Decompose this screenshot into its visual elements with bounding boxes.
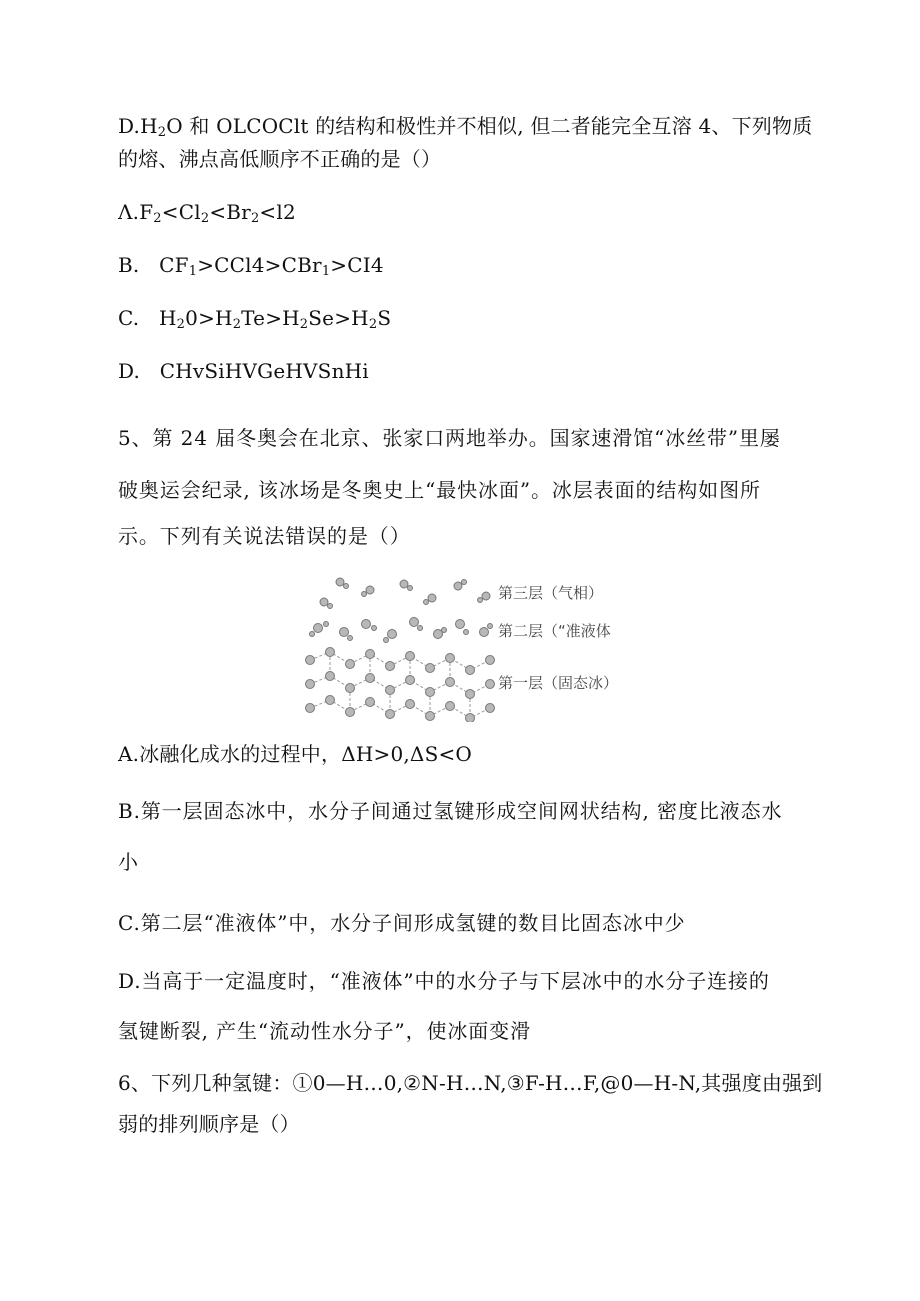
q5-choice-d-line2: 氢键断裂, 产生“流动性水分子”，使冰面变滑	[118, 1019, 531, 1043]
gas-layer-molecules	[320, 578, 490, 609]
q5-stem-line3: 示。下列有关说法错误的是（）	[118, 524, 411, 548]
molecule-cluster	[306, 578, 495, 722]
q5-choice-a: A.冰融化成水的过程中，ΔH>0,ΔS<O	[118, 742, 473, 766]
q4-choice-a: $\Lambda.F_2<Cl_2<Br_2<l2$	[118, 200, 296, 226]
quasi-liquid-layer-molecules	[310, 618, 493, 643]
q5-choice-c: C.第二层“准液体”中，水分子间形成氢键的数目比固态冰中少	[118, 911, 686, 935]
q6-stem-line1: 6、下列几种氢键：①0—H…0,②N-H…N,③F-H…F,@0—H-N,其强度由强到	[118, 1071, 823, 1095]
q4-choice-d: D. CHvSiHVGeHVSnHi	[118, 359, 369, 383]
q4-choice-b: B. $CF_1>CCl4>CBr_1>CI4$	[118, 253, 384, 279]
q5-stem-line1: 5、第 24 届冬奥会在北京、张家口两地举办。国家速滑馆“冰丝带”里屡	[118, 426, 781, 450]
q5-choice-b-line2: 小	[118, 850, 139, 874]
q4-choice-c: C. $H_20>H_2Te>H_2Se>H_2S$	[118, 306, 392, 332]
solid-ice-layer-lattice	[306, 648, 495, 723]
q6-stem-line2: 弱的排列顺序是（）	[118, 1112, 300, 1136]
q5-choice-b-line1: B.第一层固态冰中，水分子间通过氢键形成空间网状结构, 密度比液态水	[118, 799, 783, 823]
q4-option-d-line1: $D.H_2O$ 和 OLCOClt 的结构和极性并不相似, 但二者能完全互溶 4、下列物质	[118, 114, 813, 140]
q5-choice-d-line1: D.当高于一定温度时，“准液体”中的水分子与下层冰中的水分子连接的	[118, 969, 770, 993]
ice-surface-structure-figure	[300, 572, 630, 722]
figure-label-gas-layer: 第三层（气相）	[498, 584, 604, 602]
figure-label-solid-ice-layer: 第一层（固态冰）	[498, 674, 619, 692]
q4-stem-line2: 的熔、沸点高低顺序不正确的是（）	[118, 147, 442, 171]
figure-label-quasi-liquid-layer: 第二层（“准液体	[498, 622, 611, 640]
q5-stem-line2: 破奥运会纪录, 该冰场是冬奥史上“最快冰面”。冰层表面的结构如图所	[118, 478, 761, 502]
